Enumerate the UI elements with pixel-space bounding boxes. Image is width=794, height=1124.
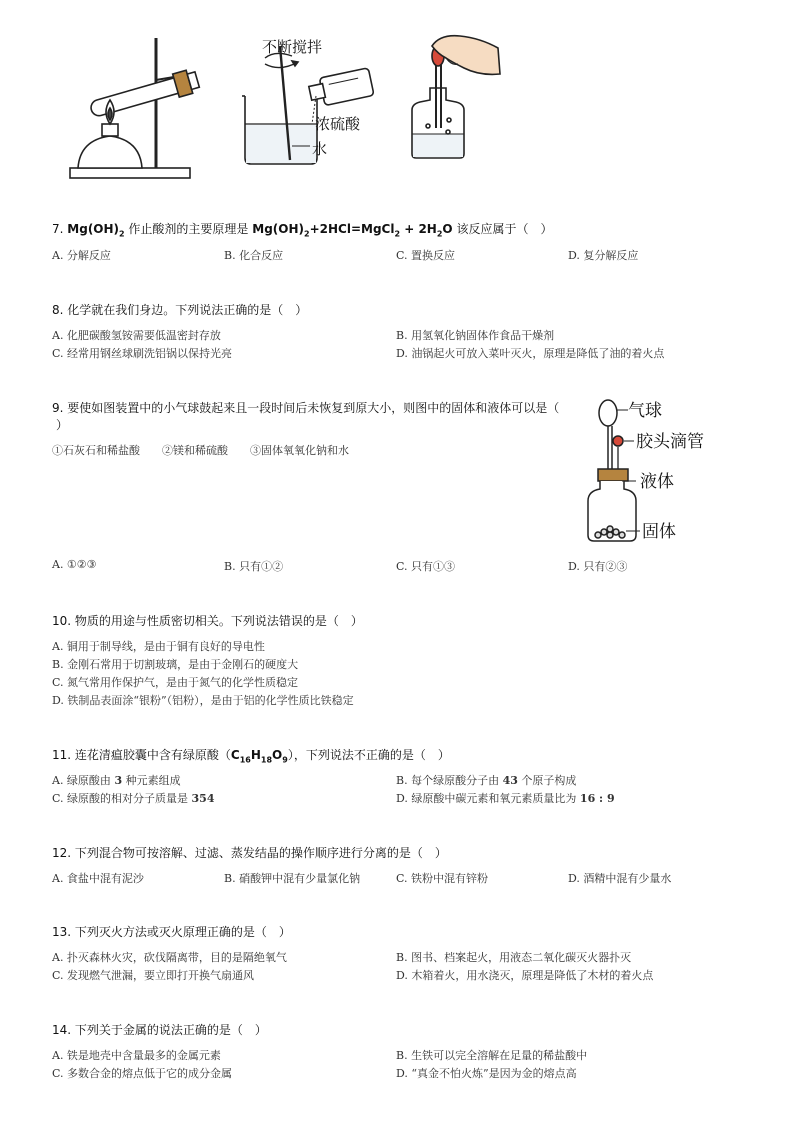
q12-option-a[interactable]: A. 食盐中混有泥沙 (52, 872, 144, 885)
q11-opt-c-num: 354 (191, 792, 215, 805)
q11-opt-d-text: D. 绿原酸中碳元素和氧元素质量比为 (396, 792, 580, 805)
q14-option-d[interactable]: D. “真金不怕火炼”是因为金的熔点高 (396, 1067, 577, 1080)
q8-option-c[interactable]: C. 经常用钢丝球刷洗铝锅以保持光亮 (52, 347, 233, 360)
q9-option-c[interactable]: C. 只有①③ (396, 560, 456, 573)
q7-formula-sub: 2 (119, 229, 125, 239)
stir-label: 不断搅拌 (262, 38, 323, 56)
q13-option-c[interactable]: C. 发现燃气泄漏，要立即打开换气扇通风 (52, 969, 255, 982)
q10-option-d[interactable]: D. 铁制品表面涂“银粉”（铝粉），是由于铝的化学性质比铁稳定 (52, 694, 354, 707)
q10-option-b[interactable]: B. 金刚石常用于切割玻璃，是由于金刚石的硬度大 (52, 658, 299, 671)
q12-option-d[interactable]: D. 酒精中混有少量水 (568, 872, 672, 885)
q11-stem (52, 746, 450, 764)
q11-sub-1: 16 (239, 755, 251, 765)
q11-opt-a-num: 3 (114, 774, 123, 787)
q7-number: 7. (52, 222, 64, 236)
q11-opt-a-text-b: 种元素组成 (122, 774, 181, 787)
q14-option-a[interactable]: A. 铁是地壳中含量最多的金属元素 (52, 1049, 221, 1062)
q7-eq-sub-3: 2 (436, 229, 443, 239)
q7-option-a[interactable]: A. 分解反应 (52, 249, 111, 262)
q11-opt-d-num: 16 : 9 (579, 792, 615, 805)
q13-stem: 13. 下列灭火方法或灭火原理正确的是（ ） (52, 925, 291, 939)
q7-eq-sub-1: 2 (304, 229, 310, 239)
q11-stem-a: 11. 连花清瘟胶囊中含有绿原酸（ (52, 748, 231, 762)
q9-stem-line2: ） (56, 418, 69, 432)
q9-option-d[interactable]: D. 只有②③ (568, 560, 628, 573)
q8-option-b[interactable]: B. 用氢氧化钠固体作食品干燥剂 (396, 329, 555, 342)
q9-stem-line1: 9. 要使如图装置中的小气球鼓起来且一段时间后未恢复到原大小，则图中的固体和液体可以是（ (52, 401, 560, 415)
q13-option-d[interactable]: D. 木箱着火，用水浇灭，原理是降低了木材的着火点 (396, 969, 654, 982)
q11-opt-b-num: 43 (502, 774, 518, 787)
q10-option-c[interactable]: C. 氮气常用作保护气，是由于氮气的化学性质稳定 (52, 676, 299, 689)
q11-formula-c: C (230, 748, 240, 762)
acid-label: 浓硫酸 (315, 115, 361, 133)
q14-stem: 14. 下列关于金属的说法正确的是（ ） (52, 1023, 267, 1037)
q11-option-c[interactable] (52, 790, 214, 806)
q11-formula-o: O (272, 748, 283, 762)
q11-stem-b: ），下列说法不正确的是（ ） (287, 748, 450, 762)
q12-option-c[interactable]: C. 铁粉中混有锌粉 (396, 872, 489, 885)
top-figures (60, 28, 540, 193)
q11-opt-b-text: B. 每个绿原酸分子由 (396, 774, 503, 787)
q11-formula-h: H (250, 748, 261, 762)
q11-option-b[interactable] (396, 772, 576, 788)
heating-apparatus-figure (70, 38, 200, 178)
q11-opt-a-text: A. 绿原酸由 (52, 774, 115, 787)
q12-option-b[interactable]: B. 硝酸钾中混有少量氯化钠 (224, 872, 361, 885)
q7-text-a: 作止酸剂的主要原理是 (124, 222, 253, 236)
q12-stem: 12. 下列混合物可按溶解、过滤、蒸发结晶的操作顺序进行分离的是（ ） (52, 846, 447, 860)
q7-eq-2: +2HCl=MgCl (309, 222, 395, 236)
q11-opt-b-text-b: 个原子构成 (517, 774, 577, 787)
q7-eq-3: + 2H (400, 222, 437, 236)
q9-label-liquid: 液体 (640, 472, 674, 492)
q10-stem: 10. 物质的用途与性质密切相关。下列说法错误的是（ ） (52, 614, 363, 628)
q7-text-b: 该反应属于（ ） (452, 222, 553, 236)
q11-option-d[interactable] (396, 790, 615, 806)
q7-eq-1: Mg(OH) (252, 222, 304, 236)
q8-stem: 8. 化学就在我们身边。下列说法正确的是（ ） (52, 303, 308, 317)
q14-option-c[interactable]: C. 多数合金的熔点低于它的成分金属 (52, 1067, 233, 1080)
q9-label-solid: 固体 (642, 522, 676, 542)
q11-sub-2: 18 (260, 755, 273, 765)
q9-items: ①石灰石和稀盐酸 ②镁和稀硫酸 ③固体氧氧化钠和水 (52, 444, 349, 457)
q11-option-a[interactable] (52, 772, 181, 788)
q9-option-b[interactable]: B. 只有①② (224, 560, 284, 573)
q7-eq-4: O (442, 222, 453, 236)
q11-opt-c-text: C. 绿原酸的相对分子质量是 (52, 792, 192, 805)
q9-figure (580, 395, 730, 550)
q11-sub-3: 9 (282, 755, 288, 765)
q9-label-dropper: 胶头滴管 (636, 432, 704, 452)
q13-option-a[interactable]: A. 扑灭森林火灾，砍伐隔离带，目的是隔绝氧气 (52, 951, 287, 964)
q7-eq-sub-2: 2 (394, 229, 401, 239)
q7-option-c[interactable]: C. 置换反应 (396, 249, 456, 262)
dropper-bottle-figure (412, 36, 500, 158)
water-label: 水 (312, 140, 328, 158)
q10-option-a[interactable]: A. 铜用于制导线，是由于铜有良好的导电性 (52, 640, 265, 653)
q7-formula: Mg(OH) (67, 222, 120, 236)
q7-option-b[interactable]: B. 化合反应 (224, 249, 284, 262)
q9-option-a[interactable]: A. ①②③ (52, 558, 97, 571)
q9-label-balloon: 气球 (628, 401, 662, 421)
q14-option-b[interactable]: B. 生铁可以完全溶解在足量的稀盐酸中 (396, 1049, 588, 1062)
q8-option-a[interactable]: A. 化肥碳酸氢铵需要低温密封存放 (52, 329, 221, 342)
q7-option-d[interactable]: D. 复分解反应 (568, 249, 639, 262)
dilution-figure (242, 46, 374, 164)
q8-option-d[interactable]: D. 油锅起火可放入菜叶灭火，原理是降低了油的着火点 (396, 347, 665, 360)
q13-option-b[interactable]: B. 图书、档案起火，用液态二氧化碳灭火器扑灭 (396, 951, 632, 964)
q7-stem (52, 220, 552, 238)
